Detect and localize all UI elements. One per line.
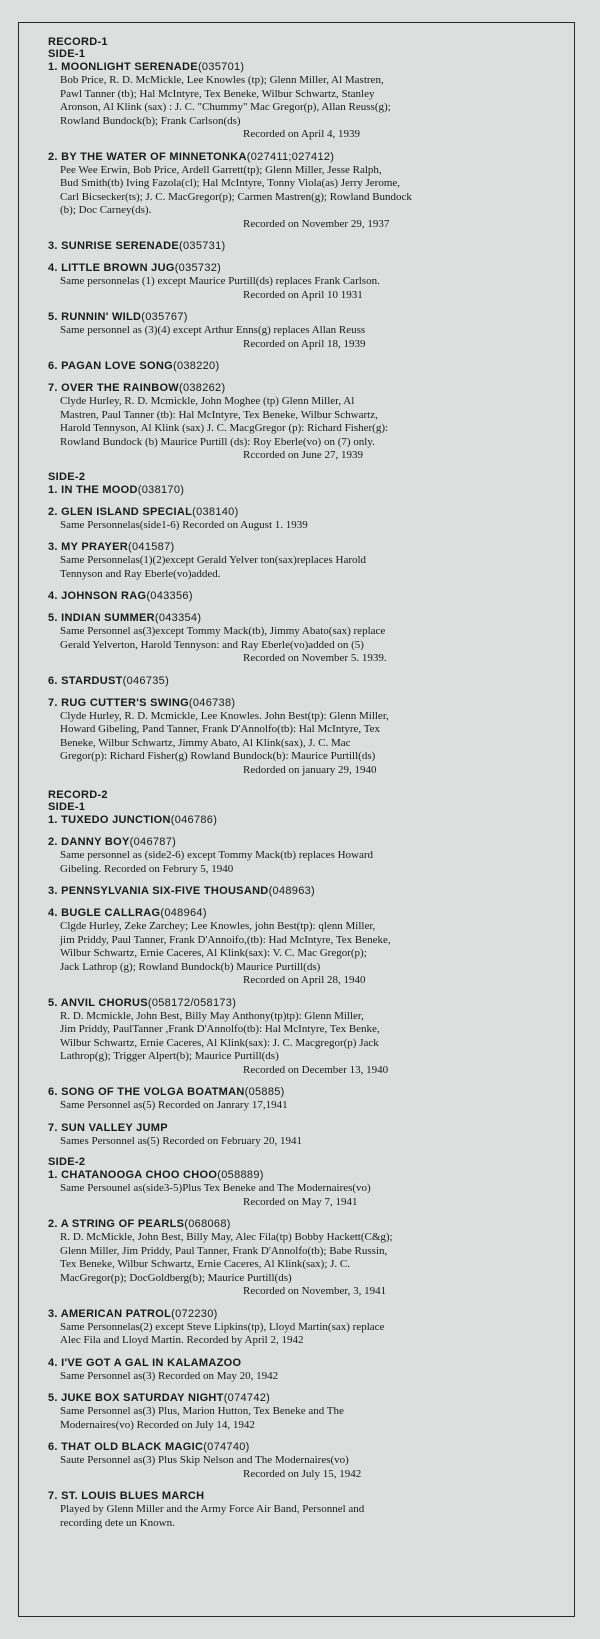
track-title-line [48,381,568,395]
personnel-line: Beneke, Wilbur Schwartz, Jimmy Abato, Al Klink(sax), J. C. Mac [60,736,351,749]
track-title: 1. MOONLIGHT SERENADE [48,61,198,73]
track-entry [48,60,568,142]
personnel-line: R. D. Mcmickle, John Best, Billy May Anthony(tp)tp): Glenn Miller, [60,1009,364,1022]
track-title: 4. JOHNSON RAG [48,590,147,602]
track-title: 3. SUNRISE SERENADE [48,240,180,252]
personnel-line: Wilbur Schwartz, Ernie Caceres, Al Klink(sax): V. C. Mac Gregor(p); [60,947,367,959]
track-title: 1. IN THE MOOD [48,483,138,496]
personnel-line: R. D. McMickle, John Best, Billy May, Alec Fila(tp) Bobby Hackett(C&g); [60,1231,393,1243]
personnel-line: Clyde Hurley, R. D. Mcmickle, John Moghee (tp) Glenn Miller, Al [60,395,355,407]
recording-date: Recorded on November 5. 1939. [243,652,387,664]
track-title-line [48,359,568,373]
personnel-block [48,1099,568,1113]
track-title-line [48,835,568,849]
personnel-line: Same Personnelas(1)(2)except Gerald Yelver ton(sax)replaces Harold [60,554,367,566]
track-entry [48,239,568,253]
track-entry [48,674,568,688]
recording-date: Recorded on December 13, 1940 [243,1063,389,1076]
personnel-block [48,1321,568,1348]
catalog-number: (046787) [129,836,177,848]
track-title: 4. BUGLE CALLRAG [48,907,161,919]
recording-date: Recorded on April 10 1931 [243,288,363,301]
personnel-block [48,1135,568,1149]
personnel-line: Same Persounel as(side3-5)Plus Tex Beneke and The Modernaires(vo) [60,1182,371,1194]
personnel-line: Alec Fila and Lloyd Martin. Recorded by April 2, 1942 [60,1334,304,1346]
track-entry [48,1121,568,1149]
personnel-line: Gibeling. Recorded on Februry 5, 1940 [60,862,234,875]
track-title: 5. JUKE BOX SATURDAY NIGHT [48,1392,224,1404]
side-heading: SIDE-2 [48,1156,86,1168]
side-heading: SIDE-1 [48,48,86,60]
personnel-block [48,1231,568,1299]
personnel-line: Tex Beneke, Wilbur Schwartz, Ernie Caceres, Al Klink(sax); J. C. [60,1258,351,1270]
catalog-number: (074742) [223,1392,271,1404]
track-title-line [48,1391,568,1405]
track-title: 2. DANNY BOY [48,836,130,848]
track-title: 3. MY PRAYER [48,541,129,553]
recording-date: Recorded on April 18, 1939 [243,337,366,350]
personnel-line: Same personnelas (1) except Maurice Purtill(ds) replaces Frank Carlson. [60,275,380,287]
personnel-line: Jim Priddy, PaulTanner ,Frank D'Annolfo(tb): Hal McIntyre, Tex Benke, [60,1023,380,1035]
personnel-block [48,1370,568,1384]
track-title-line [48,483,568,497]
personnel-line: Same Personnel as(3) Plus, Marion Hutton, Tex Beneke and The [60,1405,344,1417]
track-title-line [48,261,568,275]
side-heading: SIDE-1 [48,801,86,813]
catalog-number: (043354) [154,612,202,624]
record-heading: RECORD-2 [48,789,108,801]
track-title-line [48,1168,568,1182]
track-entry [48,1168,568,1209]
track-entry [48,505,568,533]
personnel-block [48,1182,568,1209]
recording-date: Recorded on July 15, 1942 [243,1467,362,1480]
track-entry [48,696,568,778]
catalog-number: (035767) [141,311,188,323]
personnel-block [48,164,568,232]
personnel-line: recording dete un Known. [60,1516,175,1529]
personnel-line: Same personnel as (side2-6) except Tommy Mack(tb) replaces Howard [60,849,374,861]
track-entry [48,1085,568,1113]
track-title-line [48,589,568,603]
track-title: 7. SUN VALLEY JUMP [48,1121,168,1134]
track-entry [48,1391,568,1432]
personnel-line: Wilbur Schwartz, Ernie Caceres, Al Klink(sax): J. C. Macgregor(p) Jack [60,1036,379,1049]
track-title: 5. ANVIL CHORUS [48,996,148,1009]
personnel-line: Jack Lathrop (g); Rowland Bundock(b) Maurice Purtill(ds) [60,960,321,973]
track-title-line [48,1307,568,1321]
track-listing [48,36,568,1538]
catalog-number: (035732) [174,262,222,274]
track-title-line [48,1217,568,1231]
track-title-line [48,906,568,920]
personnel-line: Same Personnel as(3)except Tommy Mack(tb), Jimmy Abato(sax) replace [60,625,386,637]
catalog-number: (05885) [244,1086,285,1098]
track-title: 4. I'VE GOT A GAL IN KALAMAZOO [48,1356,242,1369]
personnel-line: Rowland Bundock(b); Frank Carlson(ds) [60,114,241,127]
personnel-line: Tennyson and Ray Eberle(vo)added. [60,567,221,580]
recording-date: Rccorded on June 27, 1939 [243,449,364,461]
personnel-line: Glenn Miller, Jim Priddy, Paul Tanner, Frank D'Annolfo(tb); Babe Russin, [60,1244,388,1257]
track-entry [48,813,568,827]
personnel-block [48,1454,568,1481]
personnel-line: Howard Gibeling, Pand Tanner, Frank D'Annolfo(tb): Hal McIntyre, Tex [60,723,381,735]
recording-date: Recorded on May 7, 1941 [243,1195,358,1208]
personnel-block [48,849,568,876]
track-entry [48,1217,568,1299]
personnel-line: jim Priddy, Paul Tanner, Frank D'Annoifo,(tb): Had McIntyre, Tex Beneke, [60,933,391,946]
track-title: 6. THAT OLD BLACK MAGIC [48,1441,204,1453]
track-entry [48,381,568,463]
track-entry [48,611,568,666]
personnel-block [48,275,568,302]
personnel-block [48,74,568,142]
personnel-line: Rowland Bundock (b) Maurice Purtill (ds): Roy Eberle(vo) on (7) only. [60,435,375,448]
catalog-number: (046735) [122,674,170,687]
personnel-block [48,1503,568,1530]
track-title-line [48,1085,568,1099]
personnel-line: Pee Wee Erwin, Bob Price, Ardell Garrett(tp); Glenn Miller, Jesse Ralph, [60,163,382,176]
personnel-block [48,710,568,778]
track-title-line [48,1489,568,1503]
track-title: 2. GLEN ISLAND SPECIAL [48,505,193,518]
catalog-number: (046786) [170,814,218,826]
track-entry [48,1356,568,1384]
recording-date: Recorded on November 29, 1937 [243,217,390,230]
personnel-line: Same Personnelas(2) except Steve Lipkins(tp), Lloyd Martin(sax) replace [60,1320,385,1333]
track-title-line [48,505,568,519]
personnel-line: Clyde Hurley, R. D. Mcmickle, Lee Knowles. John Best(tp): Glenn Miller, [60,709,389,722]
personnel-block [48,519,568,533]
track-entry [48,884,568,898]
track-title: 1. TUXEDO JUNCTION [48,814,171,826]
personnel-line: Gerald Yelverton, Harold Tennyson: and Ray Eberle(vo)added on (5) [60,638,364,651]
track-title: 4. LITTLE BROWN JUG [48,262,175,274]
catalog-number: (041587) [128,541,175,553]
personnel-line: Same Personnel as(5) Recorded on Janrary 17,1941 [60,1099,288,1111]
track-entry [48,359,568,373]
track-entry [48,310,568,351]
personnel-block [48,1405,568,1432]
catalog-number: (072230) [171,1307,218,1320]
catalog-number: (035731) [179,240,226,252]
track-title: 3. AMERICAN PATROL [48,1307,172,1320]
track-title: 6. PAGAN LOVE SONG [48,360,173,372]
catalog-number: (038170) [137,483,185,496]
catalog-number: (058889) [217,1169,264,1181]
track-entry [48,150,568,232]
track-title-line [48,813,568,827]
personnel-block [48,625,568,666]
track-title: 5. RUNNIN' WILD [48,311,142,323]
catalog-number: (027411;027412) [246,150,335,163]
catalog-number: (035701) [197,61,245,73]
personnel-block [48,1010,568,1078]
track-title: 6. SONG OF THE VOLGA BOATMAN [48,1086,245,1098]
track-title: 7. ST. LOUIS BLUES MARCH [48,1490,205,1502]
personnel-line: Saute Personnel as(3) Plus Skip Nelson and The Modernaires(vo) [60,1454,349,1466]
record-heading: RECORD-1 [48,36,108,48]
personnel-block [48,920,568,988]
catalog-number: (038262) [179,382,226,394]
personnel-line: Harold Tennyson, Al Klink (sax) J. C. MacgGregor (p): Richard Fisher(g): [60,422,389,434]
catalog-number: (068068) [184,1218,231,1230]
track-entry [48,261,568,302]
track-title-line [48,310,568,324]
track-title-line [48,239,568,253]
recording-date: Recorded on April 4, 1939 [243,128,361,140]
recording-date: Recorded on November, 3, 1941 [243,1285,387,1297]
track-title-line [48,1121,568,1135]
catalog-number: (048964) [160,907,207,919]
personnel-line: Same Personnelas(side1-6) Recorded on August 1. 1939 [60,518,308,531]
personnel-line: Mastren, Paul Tanner (tb): Hal McIntyre, Tex Beneke, Wilbur Schwartz, [60,408,378,421]
track-entry [48,1307,568,1348]
personnel-line: Same personnel as (3)(4) except Arthur Enns(g) replaces Allan Reuss [60,324,366,336]
personnel-line: Gregor(p): Richard Fisher(g) Rowland Bundock(b): Maurice Purtill(ds) [60,750,376,762]
personnel-line: Played by Glenn Miller and the Army Force Air Band, Personnel and [60,1503,365,1515]
track-title: 7. RUG CUTTER'S SWING [48,696,189,709]
track-entry [48,835,568,876]
track-title-line [48,1356,568,1370]
personnel-line: Bud Smith(tb) Iving Fazola(cl); Hal McIntyre, Tonny Viola(as) Jerry Jerome, [60,177,401,189]
track-title-line [48,696,568,710]
side-heading: SIDE-2 [48,470,86,483]
catalog-number: (074740) [203,1441,250,1453]
track-entry [48,1489,568,1530]
track-entry [48,483,568,497]
track-entry [48,540,568,581]
personnel-line: Clgde Hurley, Zeke Zarchey; Lee Knowles, john Best(tp): qlenn Miller, [60,920,376,932]
track-title: 1. CHATANOOGA CHOO CHOO [48,1169,218,1181]
track-title-line [48,884,568,898]
personnel-line: Lathrop(g); Trigger Alpert(b); Maurice Purtill(ds) [60,1050,279,1062]
catalog-number: (038140) [192,505,239,518]
personnel-line: Modernaires(vo) Recorded on July 14, 1942 [60,1418,255,1431]
personnel-line: Aronson, Al Klink (sax) : J. C. "Chummy" Mac Gregor(p), Allan Reuss(g); [60,101,391,113]
catalog-number: (038220) [173,360,220,372]
personnel-line: Pawl Tanner (tb); Hal McIntyre, Tex Beneke, Wilbur Schwartz, Stanley [60,87,375,100]
personnel-line: Sames Personnel as(5) Recorded on February 20, 1941 [60,1134,302,1147]
track-entry [48,996,568,1078]
track-entry [48,1440,568,1481]
personnel-block [48,395,568,463]
personnel-block [48,554,568,581]
track-entry [48,906,568,988]
track-title-line [48,60,568,74]
track-title-line [48,1440,568,1454]
track-title-line [48,611,568,625]
track-title-line [48,996,568,1010]
track-title-line [48,540,568,554]
track-title-line [48,150,568,164]
personnel-block [48,324,568,351]
catalog-number: (046738) [188,696,236,709]
personnel-line: MacGregor(p); DocGoldberg(b); Maurice Purtill(ds) [60,1271,292,1284]
track-title-line [48,674,568,688]
track-title: 3. PENNSYLVANIA SIX-FIVE THOUSAND [48,885,269,897]
track-entry [48,589,568,603]
track-title: 6. STARDUST [48,674,123,687]
recording-date: Recorded on April 28, 1940 [243,974,366,986]
personnel-line: Bob Price, R. D. McMickle, Lee Knowles (tp); Glenn Miller, Al Mastren, [60,74,384,86]
track-title: 5. INDIAN SUMMER [48,612,155,624]
track-title: 2. A STRING OF PEARLS [48,1218,185,1230]
personnel-line: (b); Doc Carney(ds). [60,204,152,216]
personnel-line: Carl Bicsecker(ts); J. C. MacGregor(p); Carmen Mastren(g); Rowland Bundock [60,190,412,203]
track-title: 2. BY THE WATER OF MINNETONKA [48,150,247,163]
track-title: 7. OVER THE RAINBOW [48,382,179,394]
catalog-number: (043356) [146,590,193,602]
catalog-number: (048963) [268,885,315,897]
personnel-line: Same Personnel as(3) Recorded on May 20, 1942 [60,1369,279,1382]
catalog-number: (058172/058173) [147,996,237,1009]
recording-date: Redorded on january 29, 1940 [243,763,377,776]
